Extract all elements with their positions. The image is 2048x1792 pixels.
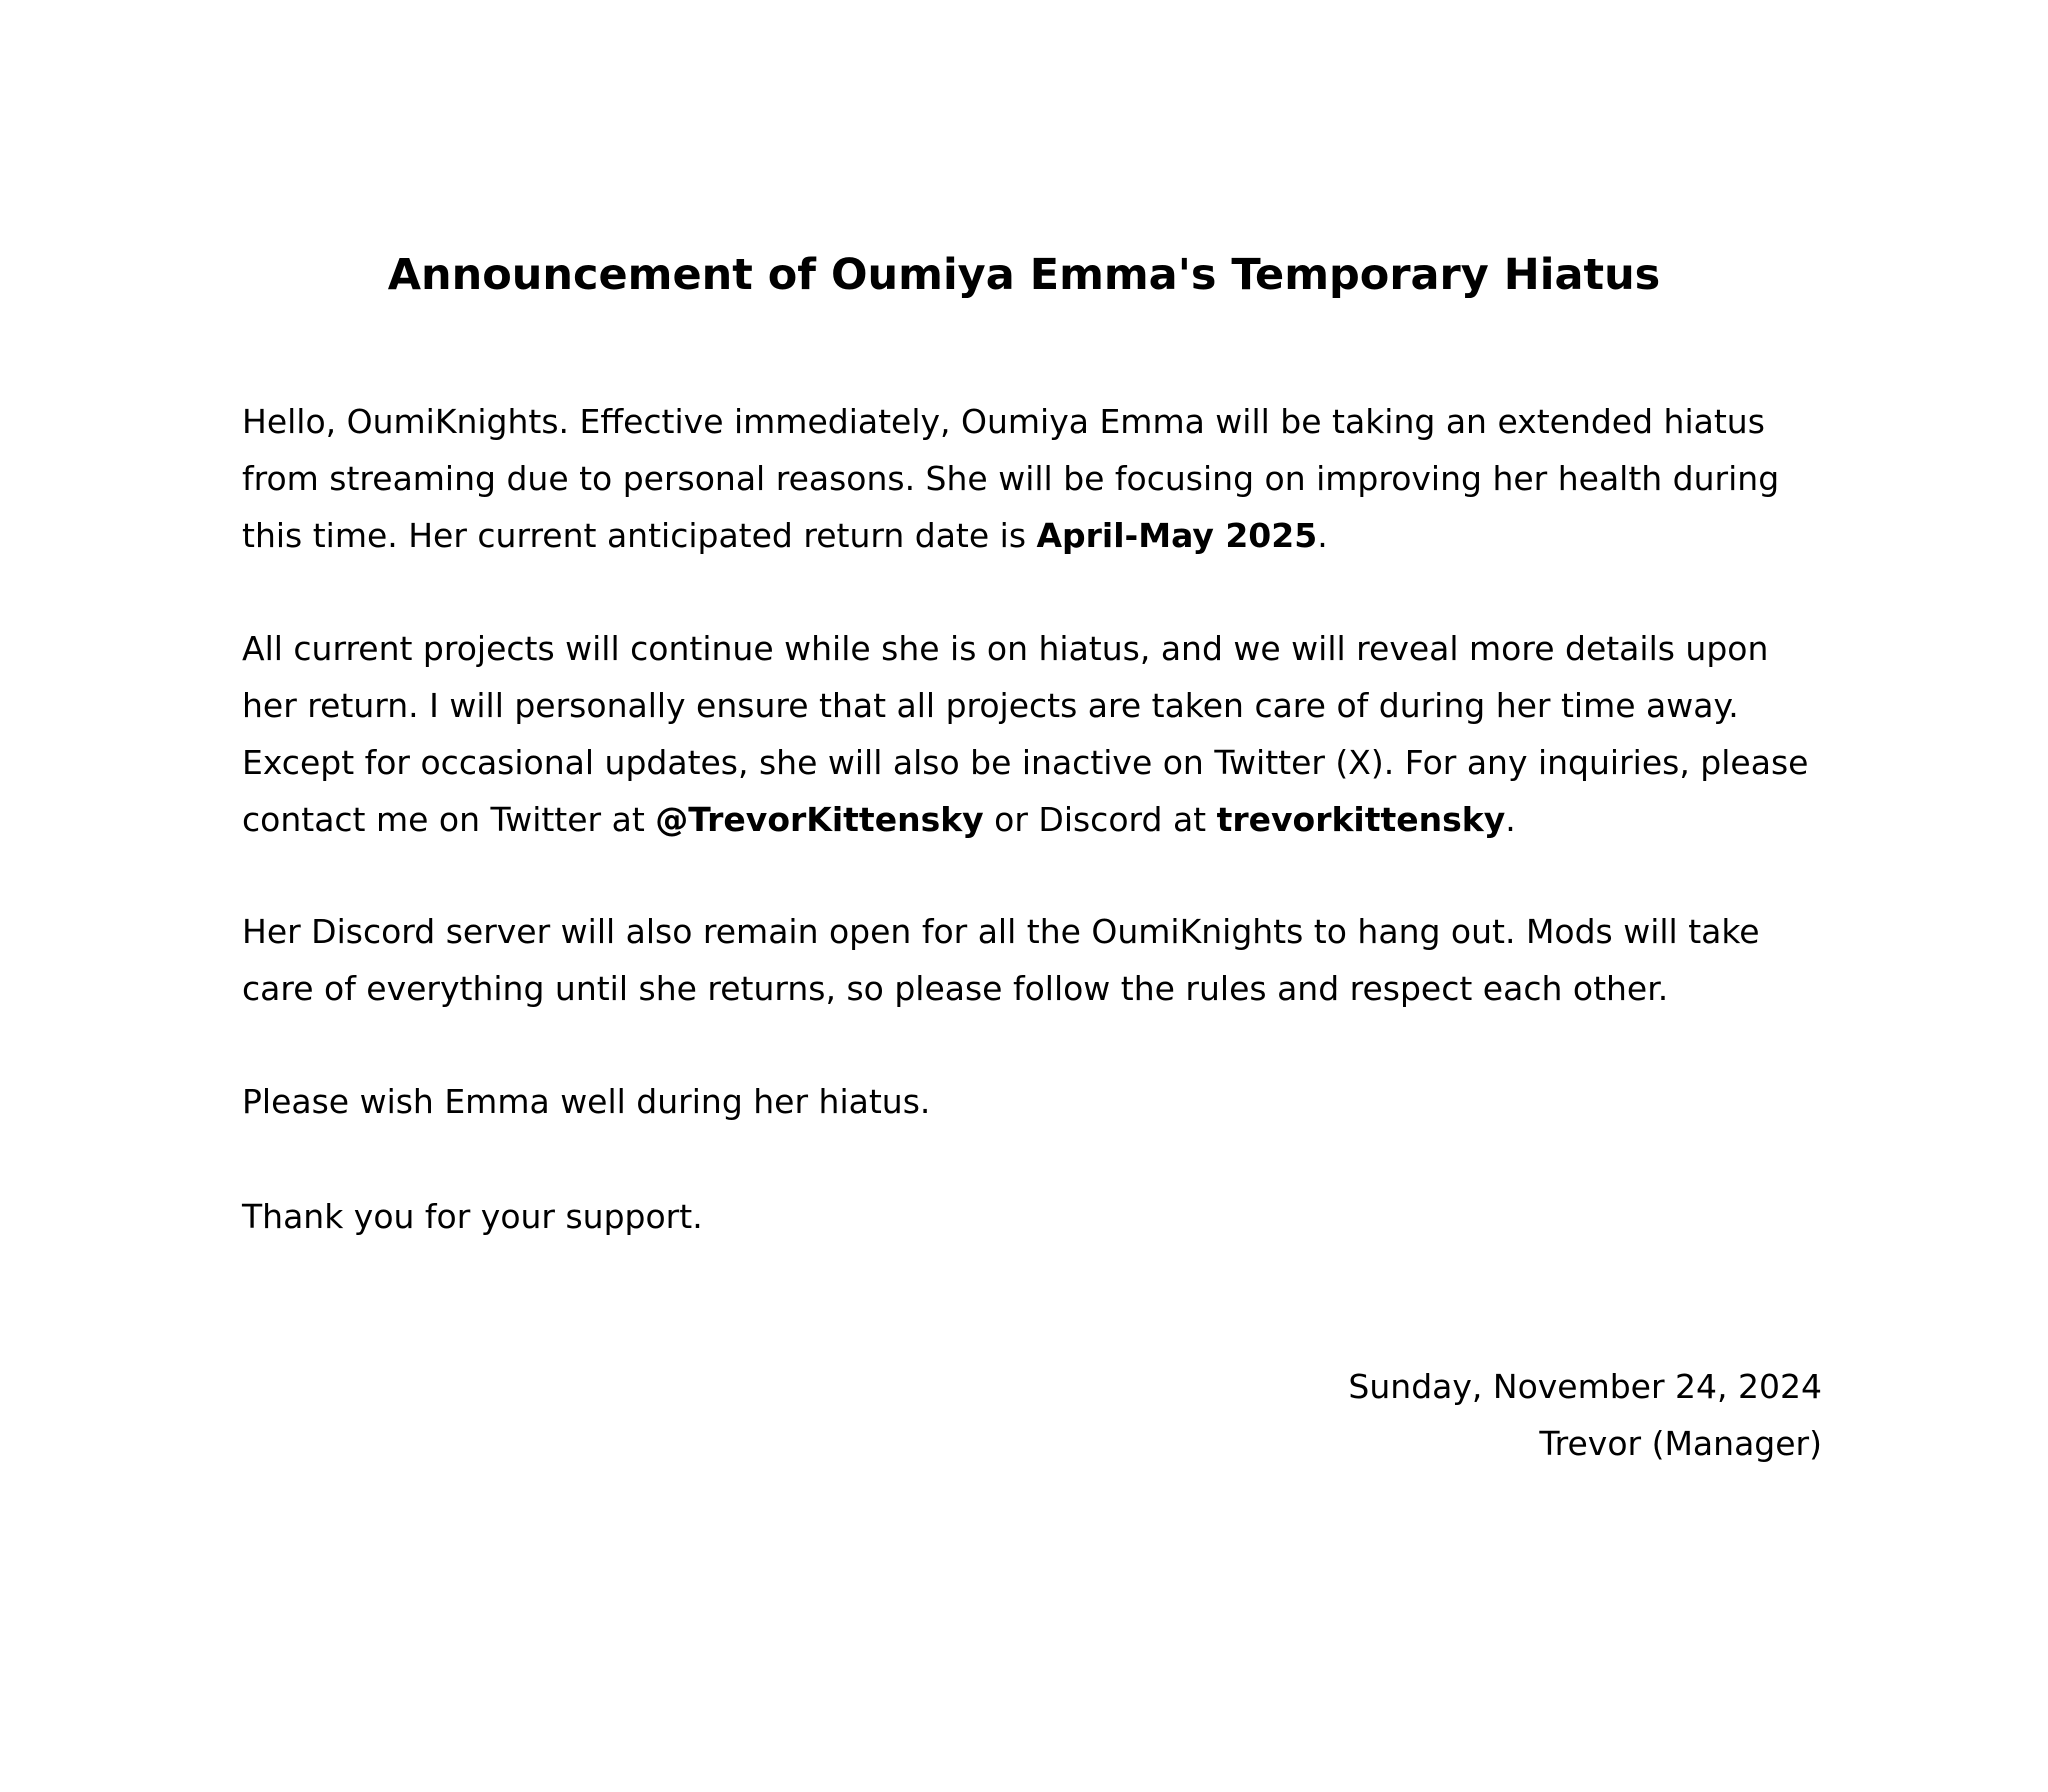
paragraph-projects-contact [242, 620, 1812, 848]
paragraph-line: Please wish Emma well during her hiatus. [242, 1082, 931, 1121]
paragraph-line: Except for occasional updates, she will also be inactive on Twitter (X). For any inquiries, please [242, 743, 1809, 782]
signature-date: Sunday, November 24, 2024 [1348, 1367, 1822, 1406]
paragraph-hiatus-notice [242, 393, 1812, 564]
paragraph-line: All current projects will continue while she is on hiatus, and we will reveal more details upon [242, 629, 1769, 668]
paragraph-line: Her Discord server will also remain open for all the OumiKnights to hang out. Mods will take [242, 912, 1760, 951]
paragraph-thanks [242, 1188, 1812, 1245]
text-fragment: contact me on Twitter at [242, 800, 656, 839]
return-date: April-May 2025 [1036, 516, 1318, 555]
paragraph-line: Hello, OumiKnights. Effective immediately, Oumiya Emma will be taking an extended hiatus [242, 402, 1765, 441]
document-title: Announcement of Oumiya Emma's Temporary Hiatus [387, 250, 1661, 300]
paragraph-line: her return. I will personally ensure that all projects are taken care of during her time away. [242, 686, 1739, 725]
signature-block [1348, 1358, 1822, 1472]
paragraph-discord-server [242, 903, 1812, 1017]
text-fragment: or Discord at [983, 800, 1217, 839]
paragraph-well-wishes [242, 1073, 1812, 1130]
signature-author: Trevor (Manager) [1539, 1424, 1822, 1463]
paragraph-line: care of everything until she returns, so please follow the rules and respect each other. [242, 969, 1669, 1008]
text-fragment: . [1317, 516, 1328, 555]
paragraph-line [242, 507, 1812, 564]
discord-handle: trevorkittensky [1216, 800, 1506, 839]
paragraph-line [242, 791, 1812, 848]
paragraph-line: Thank you for your support. [242, 1197, 703, 1236]
text-fragment: . [1505, 800, 1516, 839]
text-fragment: this time. Her current anticipated return date is [242, 516, 1037, 555]
twitter-handle: @TrevorKittensky [655, 800, 984, 839]
paragraph-line: from streaming due to personal reasons. She will be focusing on improving her health during [242, 459, 1780, 498]
